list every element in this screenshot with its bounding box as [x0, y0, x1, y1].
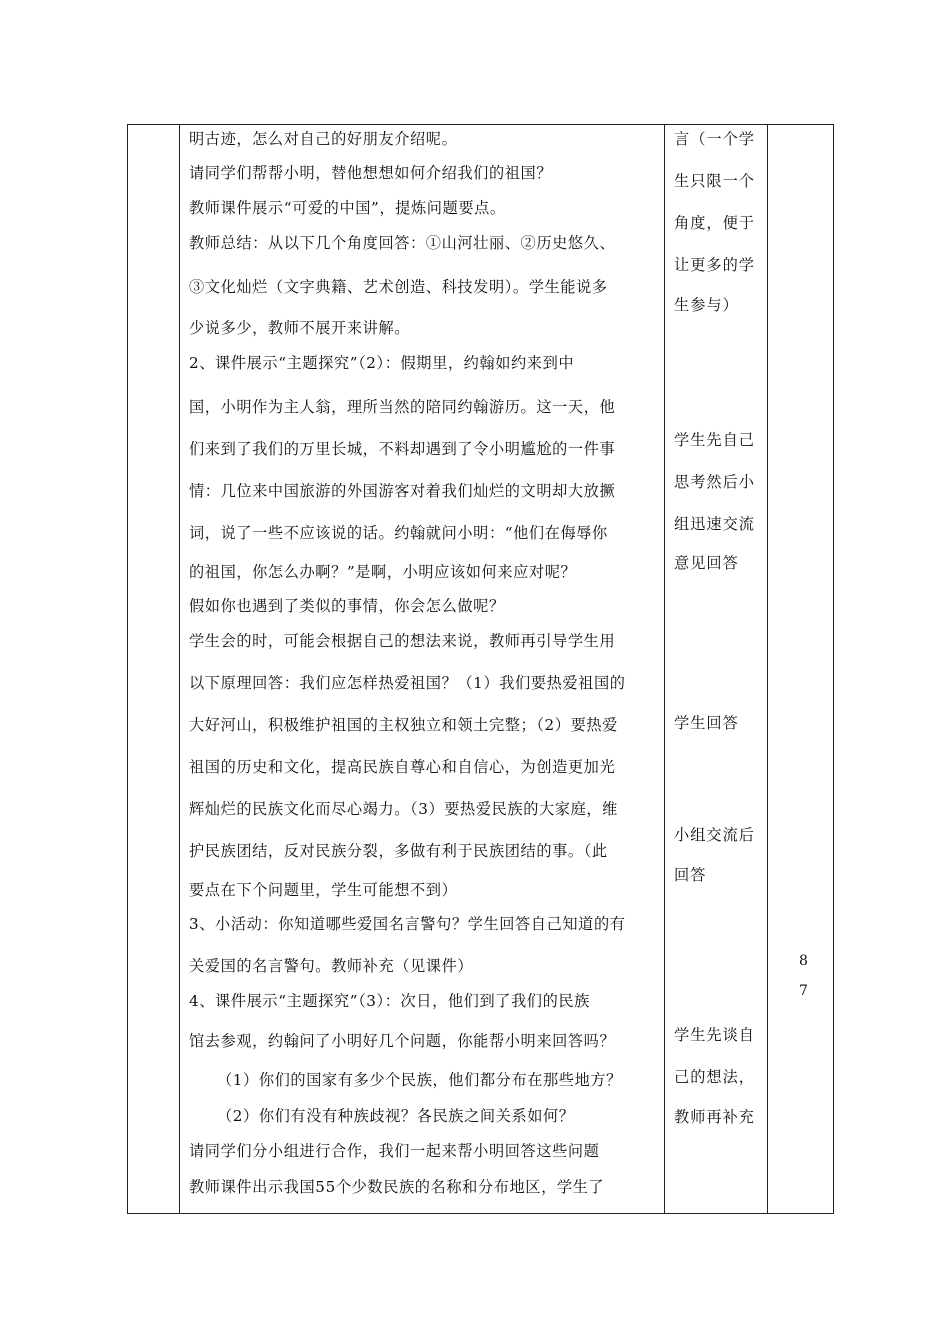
time-digit: 8 — [799, 953, 808, 969]
text-line: 己的想法， — [674, 1068, 755, 1086]
text-line: 生参与） — [674, 296, 739, 314]
text-line: 组迅速交流 — [674, 515, 755, 533]
text-line: 大好河山，积极维护祖国的主权独立和领土完整；（2）要热爱 — [189, 716, 618, 734]
text-line: 要点在下个问题里，学生可能想不到） — [189, 881, 458, 899]
teaching-content-cell — [179, 125, 663, 1213]
text-line: 小组交流后 — [674, 826, 755, 844]
text-line: 祖国的历史和文化，提高民族自尊心和自信心，为创造更加光 — [189, 758, 616, 776]
text-line: 请同学们分小组进行合作，我们一起来帮小明回答这些问题 — [189, 1142, 600, 1160]
text-line: 少说多少，教师不展开来讲解。 — [189, 319, 411, 337]
text-line: 学生先自己 — [674, 431, 755, 449]
text-line: 学生先谈自 — [674, 1026, 755, 1044]
student-activity-cell — [664, 125, 766, 1213]
text-line: 辉灿烂的民族文化而尽心竭力。（3）要热爱民族的大家庭，维 — [189, 800, 618, 818]
text-line: 回答 — [674, 866, 707, 884]
text-line: 生只限一个 — [674, 172, 755, 190]
text-line: 馆去参观，约翰问了小明好几个问题，你能帮小明来回答吗？ — [189, 1032, 616, 1050]
text-line: 学生回答 — [674, 714, 739, 732]
text-line: 4、课件展示“主题探究”（3）：次日，他们到了我们的民族 — [189, 992, 590, 1010]
text-line: 护民族团结，反对民族分裂，多做有利于民族团结的事。（此 — [189, 842, 608, 860]
text-line: （2）你们有没有种族歧视？各民族之间关系如何？ — [217, 1107, 575, 1125]
text-line: 角度，便于 — [674, 214, 755, 232]
text-line: ③文化灿烂（文字典籍、艺术创造、科技发明）。学生能说多 — [189, 278, 608, 296]
text-line: （1）你们的国家有多少个民族，他们都分布在那些地方？ — [217, 1071, 622, 1089]
time-cell — [767, 125, 833, 1213]
text-line: 教师再补充 — [674, 1108, 755, 1126]
text-line: 思考然后小 — [674, 473, 755, 491]
text-line: 们来到了我们的万里长城，不料却遇到了令小明尴尬的一件事 — [189, 440, 616, 458]
text-line: 明古迹，怎么对自己的好朋友介绍呢。 — [189, 130, 458, 148]
time-digit: 7 — [799, 983, 808, 999]
lesson-table — [127, 124, 834, 1214]
text-line: 意见回答 — [674, 554, 739, 572]
text-line: 教师总结：从以下几个角度回答：①山河壮丽、②历史悠久、 — [189, 234, 616, 252]
text-line: 学生会的时，可能会根据自己的想法来说，教师再引导学生用 — [189, 632, 616, 650]
text-line: 以下原理回答：我们应怎样热爱祖国？（1）我们要热爱祖国的 — [189, 674, 626, 692]
text-line: 情：几位来中国旅游的外国游客对着我们灿烂的文明却大放撅 — [189, 482, 616, 500]
text-line: 教师课件展示“可爱的中国”，提炼问题要点。 — [189, 199, 506, 217]
text-line: 词，说了一些不应该说的话。约翰就问小明：“他们在侮辱你 — [189, 524, 608, 542]
text-line: 关爱国的名言警句。教师补充（见课件） — [189, 957, 474, 975]
text-line: 2、课件展示“主题探究”（2）：假期里，约翰如约来到中 — [189, 354, 575, 372]
text-line: 3、小活动：你知道哪些爱国名言警句？学生回答自己知道的有 — [189, 915, 626, 933]
text-line: 言（一个学 — [674, 130, 755, 148]
text-line: 请同学们帮帮小明，替他想想如何介绍我们的祖国？ — [189, 164, 553, 182]
text-line: 的祖国，你怎么办啊？”是啊，小明应该如何来应对呢？ — [189, 563, 577, 581]
text-line: 假如你也遇到了类似的事情，你会怎么做呢？ — [189, 597, 505, 615]
text-line: 教师课件出示我国55个少数民族的名称和分布地区，学生了 — [189, 1178, 605, 1196]
text-line: 国，小明作为主人翁，理所当然的陪同约翰游历。这一天，他 — [189, 398, 616, 416]
text-line: 让更多的学 — [674, 256, 755, 274]
